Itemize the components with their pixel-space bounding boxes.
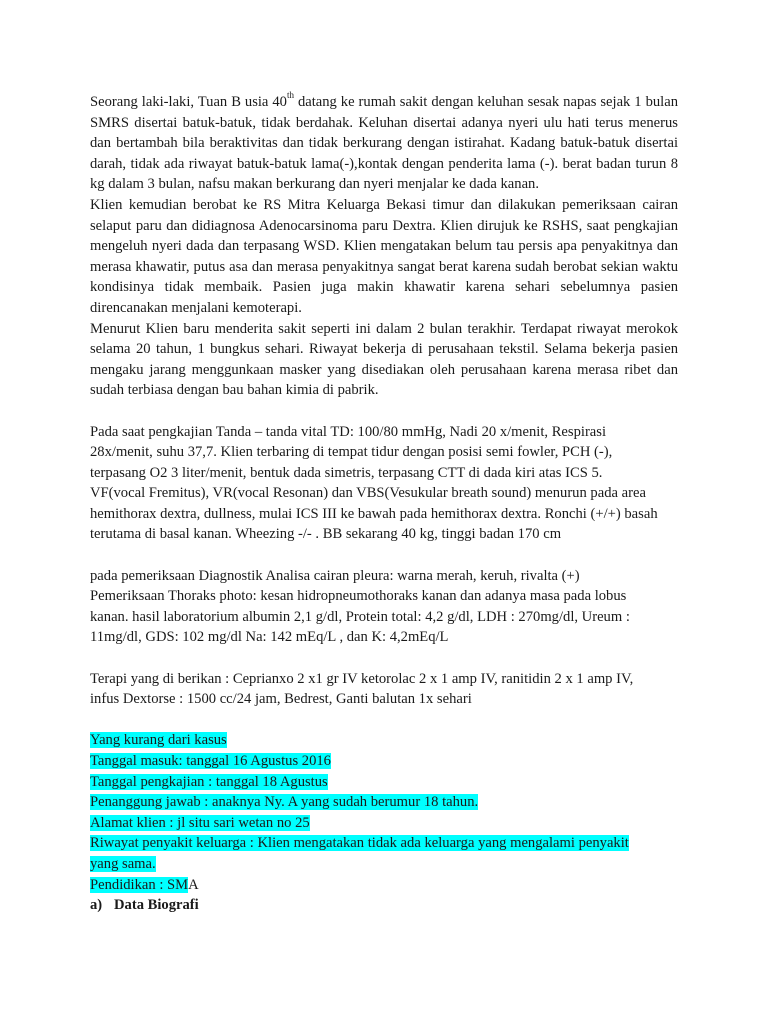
therapy-line: Terapi yang di berikan : Ceprianxo 2 x1 gr IV ketorolac 2 x 1 amp IV, ranitidin 2 x 1 amp IV, xyxy=(90,670,634,687)
vitals-line: VF(vocal Fremitus), VR(vocal Resonan) dan VBS(Vesukular breath sound) menurun pada area xyxy=(90,485,646,502)
vitals-line: hemithorax dextra, dullness, mulai ICS III ke bawah pada hemithorax dextra. Ronchi (+/+) basah xyxy=(90,505,658,522)
education-rest: A xyxy=(188,876,199,893)
case-paragraph-2: Klien kemudian berobat ke RS Mitra Keluarga Bekasi timur dan dilakukan pemeriksaan cairan selaput paru dan didiagnosa Adenocarsinoma paru Dextra. Klien dirujuk ke RSHS, saat pengkajian mengeluh nyeri dada dan terpasang WSD. Klien mengatakan belum tau persis apa penyakitnya dan merasa khawatir, putus asa dan merasa penyakitnya sangat berat karena sudah berobat sekian waktu kondisinya tidak membaik. Pasien juga makin khawatir karena sehari sebelumnya pasien direncanakan menjalani kemoterapi. xyxy=(90,196,678,316)
family-history-line-1: Riwayat penyakit keluarga : Klien mengatakan tidak ada keluarga yang mengalami penyakit xyxy=(90,835,629,852)
guardian: Penanggung jawab : anaknya Ny. A yang sudah berumur 18 tahun. xyxy=(90,794,479,811)
diagnostics-line: 11mg/dl, GDS: 102 mg/dl Na: 142 mEq/L , dan K: 4,2mEq/L xyxy=(90,629,449,646)
diagnostics-line: kanan. hasil laboratorium albumin 2,1 g/dl, Protein total: 4,2 g/dl, LDH : 270mg/dl, Ureum : xyxy=(90,608,630,625)
paragraph-1-text-a: Seorang laki-laki, Tuan B usia 40 xyxy=(90,94,287,110)
missing-data-heading: Yang kurang dari kasus xyxy=(90,732,227,749)
vitals-line: Pada saat pengkajian Tanda – tanda vital TD: 100/80 mmHg, Nadi 20 x/menit, Respirasi xyxy=(90,423,607,440)
missing-data-section xyxy=(90,730,678,895)
spacer xyxy=(90,710,678,731)
spacer xyxy=(90,545,678,566)
document-page xyxy=(90,92,678,916)
diagnostics-section xyxy=(90,566,678,648)
admission-date: Tanggal masuk: tanggal 16 Agustus 2016 xyxy=(90,753,331,769)
client-address: Alamat klien : jl situ sari wetan no 25 xyxy=(90,814,310,831)
vitals-line: terutama di basal kanan. Wheezing -/- . BB sekarang 40 kg, tinggi badan 170 cm xyxy=(90,526,562,543)
spacer xyxy=(90,648,678,669)
diagnostics-line: pada pemeriksaan Diagnostik Analisa cairan pleura: warna merah, keruh, rivalta (+) xyxy=(90,567,580,584)
biography-heading xyxy=(90,895,678,916)
list-marker: a) xyxy=(90,897,103,914)
spacer xyxy=(90,401,678,422)
therapy-line: infus Dextorse : 1500 cc/24 jam, Bedrest, Ganti balutan 1x sehari xyxy=(90,691,472,708)
vitals-line: terpasang O2 3 liter/menit, bentuk dada simetris, terpasang CTT di dada kiri atas ICS 5. xyxy=(90,464,603,481)
diagnostics-line: Pemeriksaan Thoraks photo: kesan hidropneumothoraks kanan dan adanya masa pada lobus xyxy=(90,588,627,605)
ordinal-superscript: th xyxy=(286,90,294,101)
paragraph-1-text-b: datang ke rumah sakit dengan keluhan sesak napas sejak 1 bulan SMRS disertai batuk-batuk, tidak berdahak. Keluhan disertai adanya nyeri ulu hati terus menerus dan bertambah bila beraktivitas dan tidak berkurang dengan istirahat. Kadang batuk-batuk disertai darah, tidak ada riwayat batuk-batuk lama(-),kontak dengan penderita lama (-). berat badan turun 8 kg dalam 3 bulan, nafsu makan berkurang dan nyeri menjalar ke dada kanan. xyxy=(90,94,678,193)
biography-title: Data Biografi xyxy=(114,897,199,914)
vitals-line: 28x/menit, suhu 37,7. Klien terbaring di tempat tidur dengan posisi semi fowler, PCH (-), xyxy=(90,444,613,461)
family-history-line-2: yang sama. xyxy=(90,855,156,872)
education-highlighted: Pendidikan : SM xyxy=(90,876,189,893)
assessment-date: Tanggal pengkajian : tanggal 18 Agustus xyxy=(90,773,328,790)
case-paragraph-3: Menurut Klien baru menderita sakit seperti ini dalam 2 bulan terakhir. Terdapat riwayat merokok selama 20 tahun, 1 bungkus sehari. Riwayat bekerja di perusahaan tekstil. Selama bekerja pasien mengaku jarang menggunkaan masker yang disediakan oleh perusahaan karena merasa ribet dan sudah terbiasa dengan bau bahan kimia di pabrik. xyxy=(90,320,678,399)
therapy-section xyxy=(90,669,678,710)
case-paragraph-1 xyxy=(90,92,678,195)
vital-signs-section xyxy=(90,422,678,546)
